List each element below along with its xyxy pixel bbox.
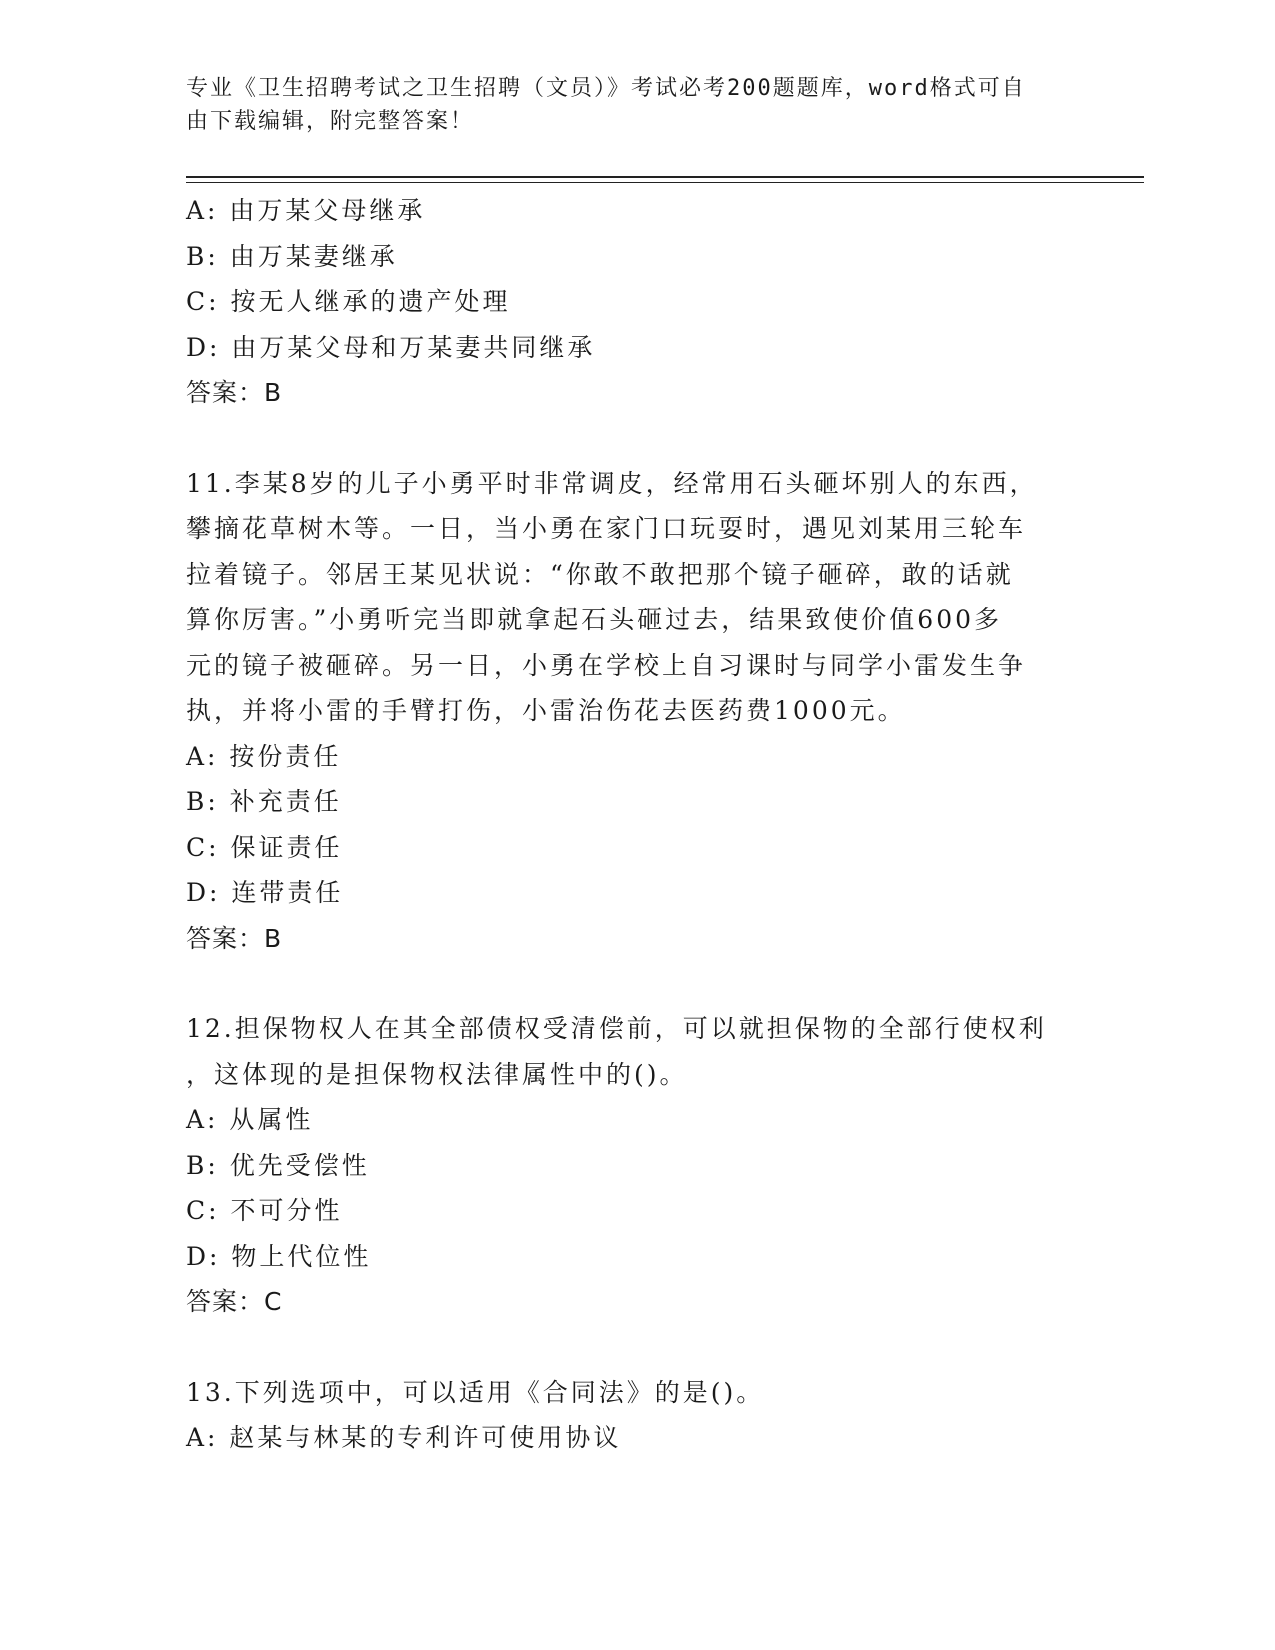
question-text-line: 执，并将小雷的手臂打伤，小雷治伤花去医药费1000元。 — [186, 696, 906, 725]
header-divider-thin — [186, 182, 1144, 183]
question-10 — [186, 188, 1086, 416]
header-divider-thick — [186, 176, 1144, 178]
question-text-line: 攀摘花草树木等。一日，当小勇在家门口玩耍时，遇见刘某用三轮车 — [186, 514, 1027, 543]
answer: 答案：C — [186, 1287, 283, 1316]
question-text-line: 拉着镜子。邻居王某见状说：“你敢不敢把那个镜子砸碎，敢的话就 — [186, 559, 1014, 589]
question-12 — [186, 1006, 1086, 1325]
question-text-line: 13.下列选项中，可以适用《合同法》的是()。 — [186, 1377, 765, 1407]
question-text-line: ，这体现的是担保物权法律属性中的()。 — [186, 1059, 688, 1089]
document-header — [186, 72, 1066, 138]
option-c: C: 按无人继承的遗产处理 — [186, 287, 511, 316]
option-b: B: 补充责任 — [186, 787, 342, 816]
question-text-line: 元的镜子被砸碎。另一日，小勇在学校上自习课时与同学小雷发生争 — [186, 650, 1027, 680]
option-d: D: 连带责任 — [186, 878, 344, 907]
header-line-2: 由下载编辑，附完整答案！ — [186, 109, 475, 134]
option-d: D: 由万某父母和万某妻共同继承 — [186, 332, 596, 362]
question-text-line: 12.担保物权人在其全部债权受清偿前，可以就担保物的全部行使权利 — [186, 1014, 1047, 1043]
question-list — [186, 188, 1086, 1461]
header-line-1: 专业《卫生招聘考试之卫生招聘（文员）》考试必考200题题库，word格式可自 — [186, 76, 1026, 101]
question-13 — [186, 1370, 1086, 1461]
option-d: D: 物上代位性 — [186, 1241, 372, 1271]
option-a: A: 按份责任 — [186, 741, 342, 771]
option-b: B: 由万某妻继承 — [186, 241, 398, 271]
option-a: A: 从属性 — [186, 1105, 314, 1134]
option-b: B: 优先受偿性 — [186, 1150, 370, 1180]
option-a: A: 赵某与林某的专利许可使用协议 — [186, 1423, 622, 1452]
answer: 答案：B — [186, 923, 283, 953]
option-a: A: 由万某父母继承 — [186, 196, 426, 225]
option-c: C: 不可分性 — [186, 1196, 343, 1225]
answer: 答案：B — [186, 378, 283, 407]
question-11 — [186, 461, 1086, 962]
question-text-line: 算你厉害。”小勇听完当即就拿起石头砸过去，结果致使价值600多 — [186, 605, 1003, 634]
question-text-line: 11.李某8岁的儿子小勇平时非常调皮，经常用石头砸坏别人的东西， — [186, 468, 1038, 498]
option-c: C: 保证责任 — [186, 832, 343, 862]
